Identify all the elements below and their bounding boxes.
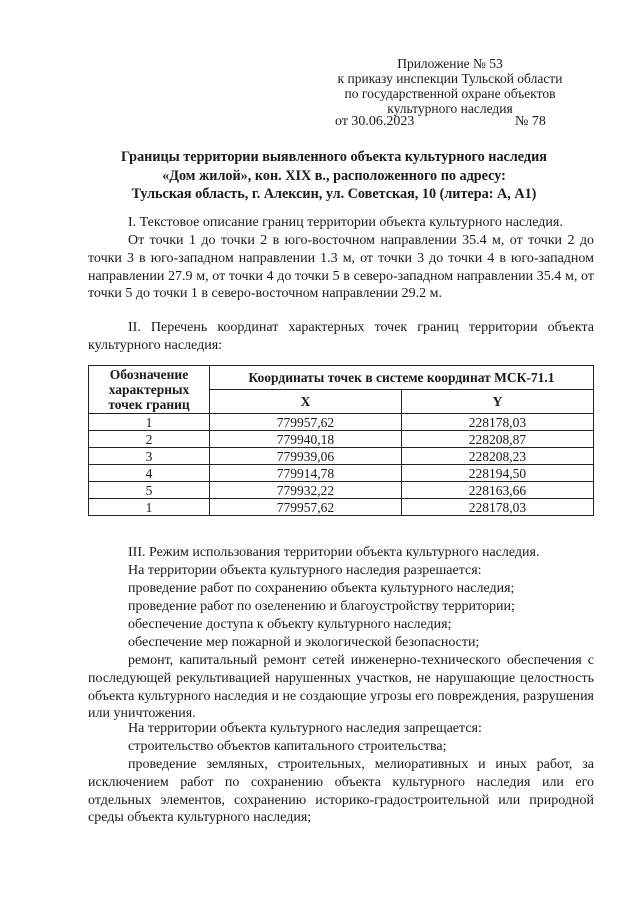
cell-point: 4 [89,465,210,482]
cell-x: 779932,22 [210,482,402,499]
order-date: от 30.06.2023 [335,114,415,129]
col-coordinates-header: Координаты точек в системе координат МСК-71.1 [210,366,594,390]
section3-heading: III. Режим использования территории объекта культурного наследия. [128,545,540,560]
table-row [89,448,594,465]
coordinates-table [88,365,594,516]
appendix-number: Приложение № 53 [397,56,503,71]
allowed-item: проведение работ по озеленению и благоустройству территории; [128,599,515,614]
forbidden-intro: На территории объекта культурного наследия запрещается: [128,721,482,736]
allowed-item: обеспечение мер пожарной и экологической безопасности; [128,635,480,650]
cell-point: 1 [89,499,210,516]
cell-y: 228163,66 [401,482,593,499]
table-row [89,499,594,516]
allowed-repair-item: ремонт, капитальный ремонт сетей инженерно-технического обеспечения с последующей рекультивацией нарушенных участков, не нарушающие целостность объекта культурного наследия и не создающие угрозы его повреждения, разрушения или уничтожения. [88,653,594,722]
title-line-2: «Дом жилой», кон. XIX в., расположенного по адресу: [162,167,506,184]
forbidden-item: строительство объектов капитального строительства; [128,739,447,754]
table-row [89,431,594,448]
appendix-header [300,56,600,116]
col-x-header: X [210,390,402,414]
cell-y: 228208,87 [401,431,593,448]
cell-y: 228178,03 [401,499,593,516]
order-number: № 78 [515,114,546,129]
cell-x: 779914,78 [210,465,402,482]
section1-text: От точки 1 до точки 2 в юго-восточном направлении 35.4 м, от точки 2 до точки 3 в юго-западном направлении 1.3 м, от точки 3 до точки 4 в юго-западном направлении 27.9 м, от точки 4 до точки 5 в северо-западном направлении 35.4 м, от точки 5 до точки 1 в северо-восточном направлении 29.2 м. [88,233,594,302]
cell-y: 228194,50 [401,465,593,482]
cell-x: 779957,62 [210,499,402,516]
title-line-1: Границы территории выявленного объекта культурного наследия [121,149,547,165]
table-row [89,414,594,431]
cell-point: 3 [89,448,210,465]
allowed-item: обеспечение доступа к объекту культурного наследия; [128,617,452,632]
allowed-intro: На территории объекта культурного наследия разрешается: [128,563,482,578]
cell-x: 779957,62 [210,414,402,431]
cell-x: 779940,18 [210,431,402,448]
cell-y: 228178,03 [401,414,593,431]
title-line-3: Тульская область, г. Алексин, ул. Советская, 10 (литера: А, А1) [131,186,537,202]
section2-heading: II. Перечень координат характерных точек границ территории объекта культурного наследия: [88,320,594,353]
appendix-authority-cont: культурного наследия [387,101,513,116]
cell-point: 2 [89,431,210,448]
col-point-header: Обозначение характерных точек границ [89,366,210,414]
document-title [86,148,582,204]
forbidden-item: проведение земляных, строительных, мелиоративных и иных работ, за исключением работ по сохранению объекта культурного наследия или его отдельных элементов, сохранению историко-градостроительной или природной среды объекта культурного наследия; [88,757,594,826]
cell-y: 228208,23 [401,448,593,465]
cell-point: 5 [89,482,210,499]
section1-heading: I. Текстовое описание границ территории объекта культурного наследия. [128,215,563,230]
cell-x: 779939,06 [210,448,402,465]
order-date-line [335,114,575,130]
table-row [89,482,594,499]
appendix-order-ref: к приказу инспекции Тульской области [337,71,563,86]
table-row [89,465,594,482]
appendix-authority: по государственной охране объектов [344,86,556,101]
col-y-header: Y [401,390,593,414]
allowed-item: проведение работ по сохранению объекта культурного наследия; [128,581,515,596]
cell-point: 1 [89,414,210,431]
